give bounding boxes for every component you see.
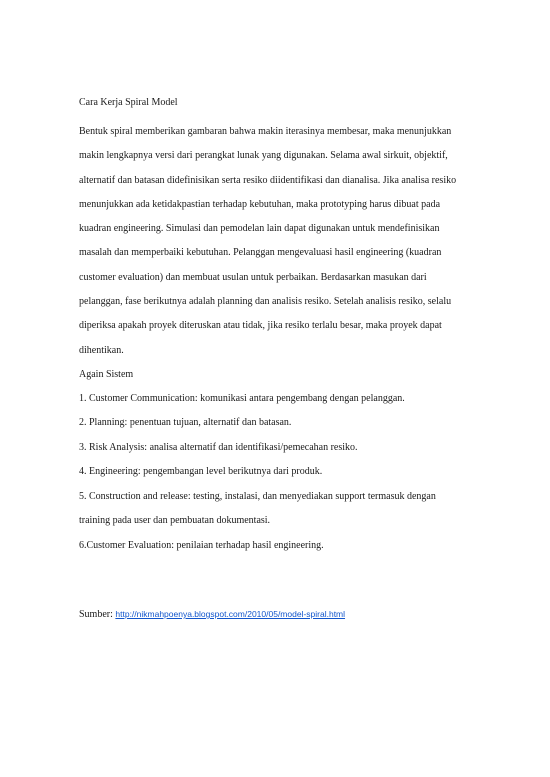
list-item (79, 485, 479, 510)
list-item-text: 6.Customer Evaluation: penilaian terhadap hasil engineering. (79, 539, 324, 551)
paragraph-line: kuadran engineering. Simulasi dan pemodelan lain dapat digunakan untuk mendefinisikan (79, 223, 440, 235)
paragraph-line: dihentikan. (79, 344, 124, 356)
source-label: Sumber: (79, 609, 116, 620)
paragraph-line: alternatif dan batasan didefinisikan serta resiko diidentifikasi dan dianalisa. Jika analisa resiko (79, 174, 457, 186)
paragraph-line: pelanggan, fase berikutnya adalah planning dan analisis resiko. Setelah analisis resiko, selalu (79, 296, 452, 308)
list-item-text: 4. Engineering: pengembangan level berikutnya dari produk. (79, 466, 323, 478)
list-item-text: 1. Customer Communication: komunikasi antara pengembang dengan pelanggan. (79, 392, 405, 404)
list-item-text: 5. Construction and release: testing, instalasi, dan menyediakan support termasuk dengan (79, 490, 436, 502)
section-subheading: Again Sistem (79, 368, 134, 380)
paragraph-line: menunjukkan ada ketidakpastian terhadap kebutuhan, maka prototyping harus dibuat pada (79, 198, 441, 210)
list-item (79, 387, 479, 412)
list-item (79, 411, 479, 436)
document-body (79, 96, 479, 558)
list-item (79, 460, 479, 485)
phase-list (79, 387, 479, 559)
main-paragraph (79, 120, 479, 363)
list-item (79, 436, 479, 461)
paragraph-line: Bentuk spiral memberikan gambaran bahwa makin iterasinya membesar, maka menunjukkan (79, 126, 452, 137)
list-item (79, 534, 479, 559)
source-citation (79, 609, 345, 620)
list-item-text: 2. Planning: penentuan tujuan, alternatif dan batasan. (79, 417, 292, 429)
document-title: Cara Kerja Spiral Model (79, 97, 178, 108)
list-item-text: 3. Risk Analysis: analisa alternatif dan identifikasi/pemecahan resiko. (79, 441, 358, 453)
source-link[interactable]: http://nikmahpoenya.blogspot.com/2010/05/model-spiral.html (115, 609, 346, 619)
paragraph-line: diperiksa apakah proyek diteruskan atau tidak, jika resiko terlalu besar, maka proyek dapat (79, 320, 442, 332)
paragraph-line: customer evaluation) dan membuat usulan untuk perbaikan. Berdasarkan masukan dari (79, 271, 427, 283)
paragraph-line: masalah dan memperbaiki kebutuhan. Pelanggan mengevaluasi hasil engineering (kuadran (79, 247, 442, 259)
list-item-text: training pada user dan pembuatan dokumentasi. (79, 515, 271, 527)
paragraph-line: makin lengkapnya versi dari perangkat lunak yang digunakan. Selama awal sirkuit, objektif, (79, 150, 448, 162)
list-item (79, 509, 479, 534)
